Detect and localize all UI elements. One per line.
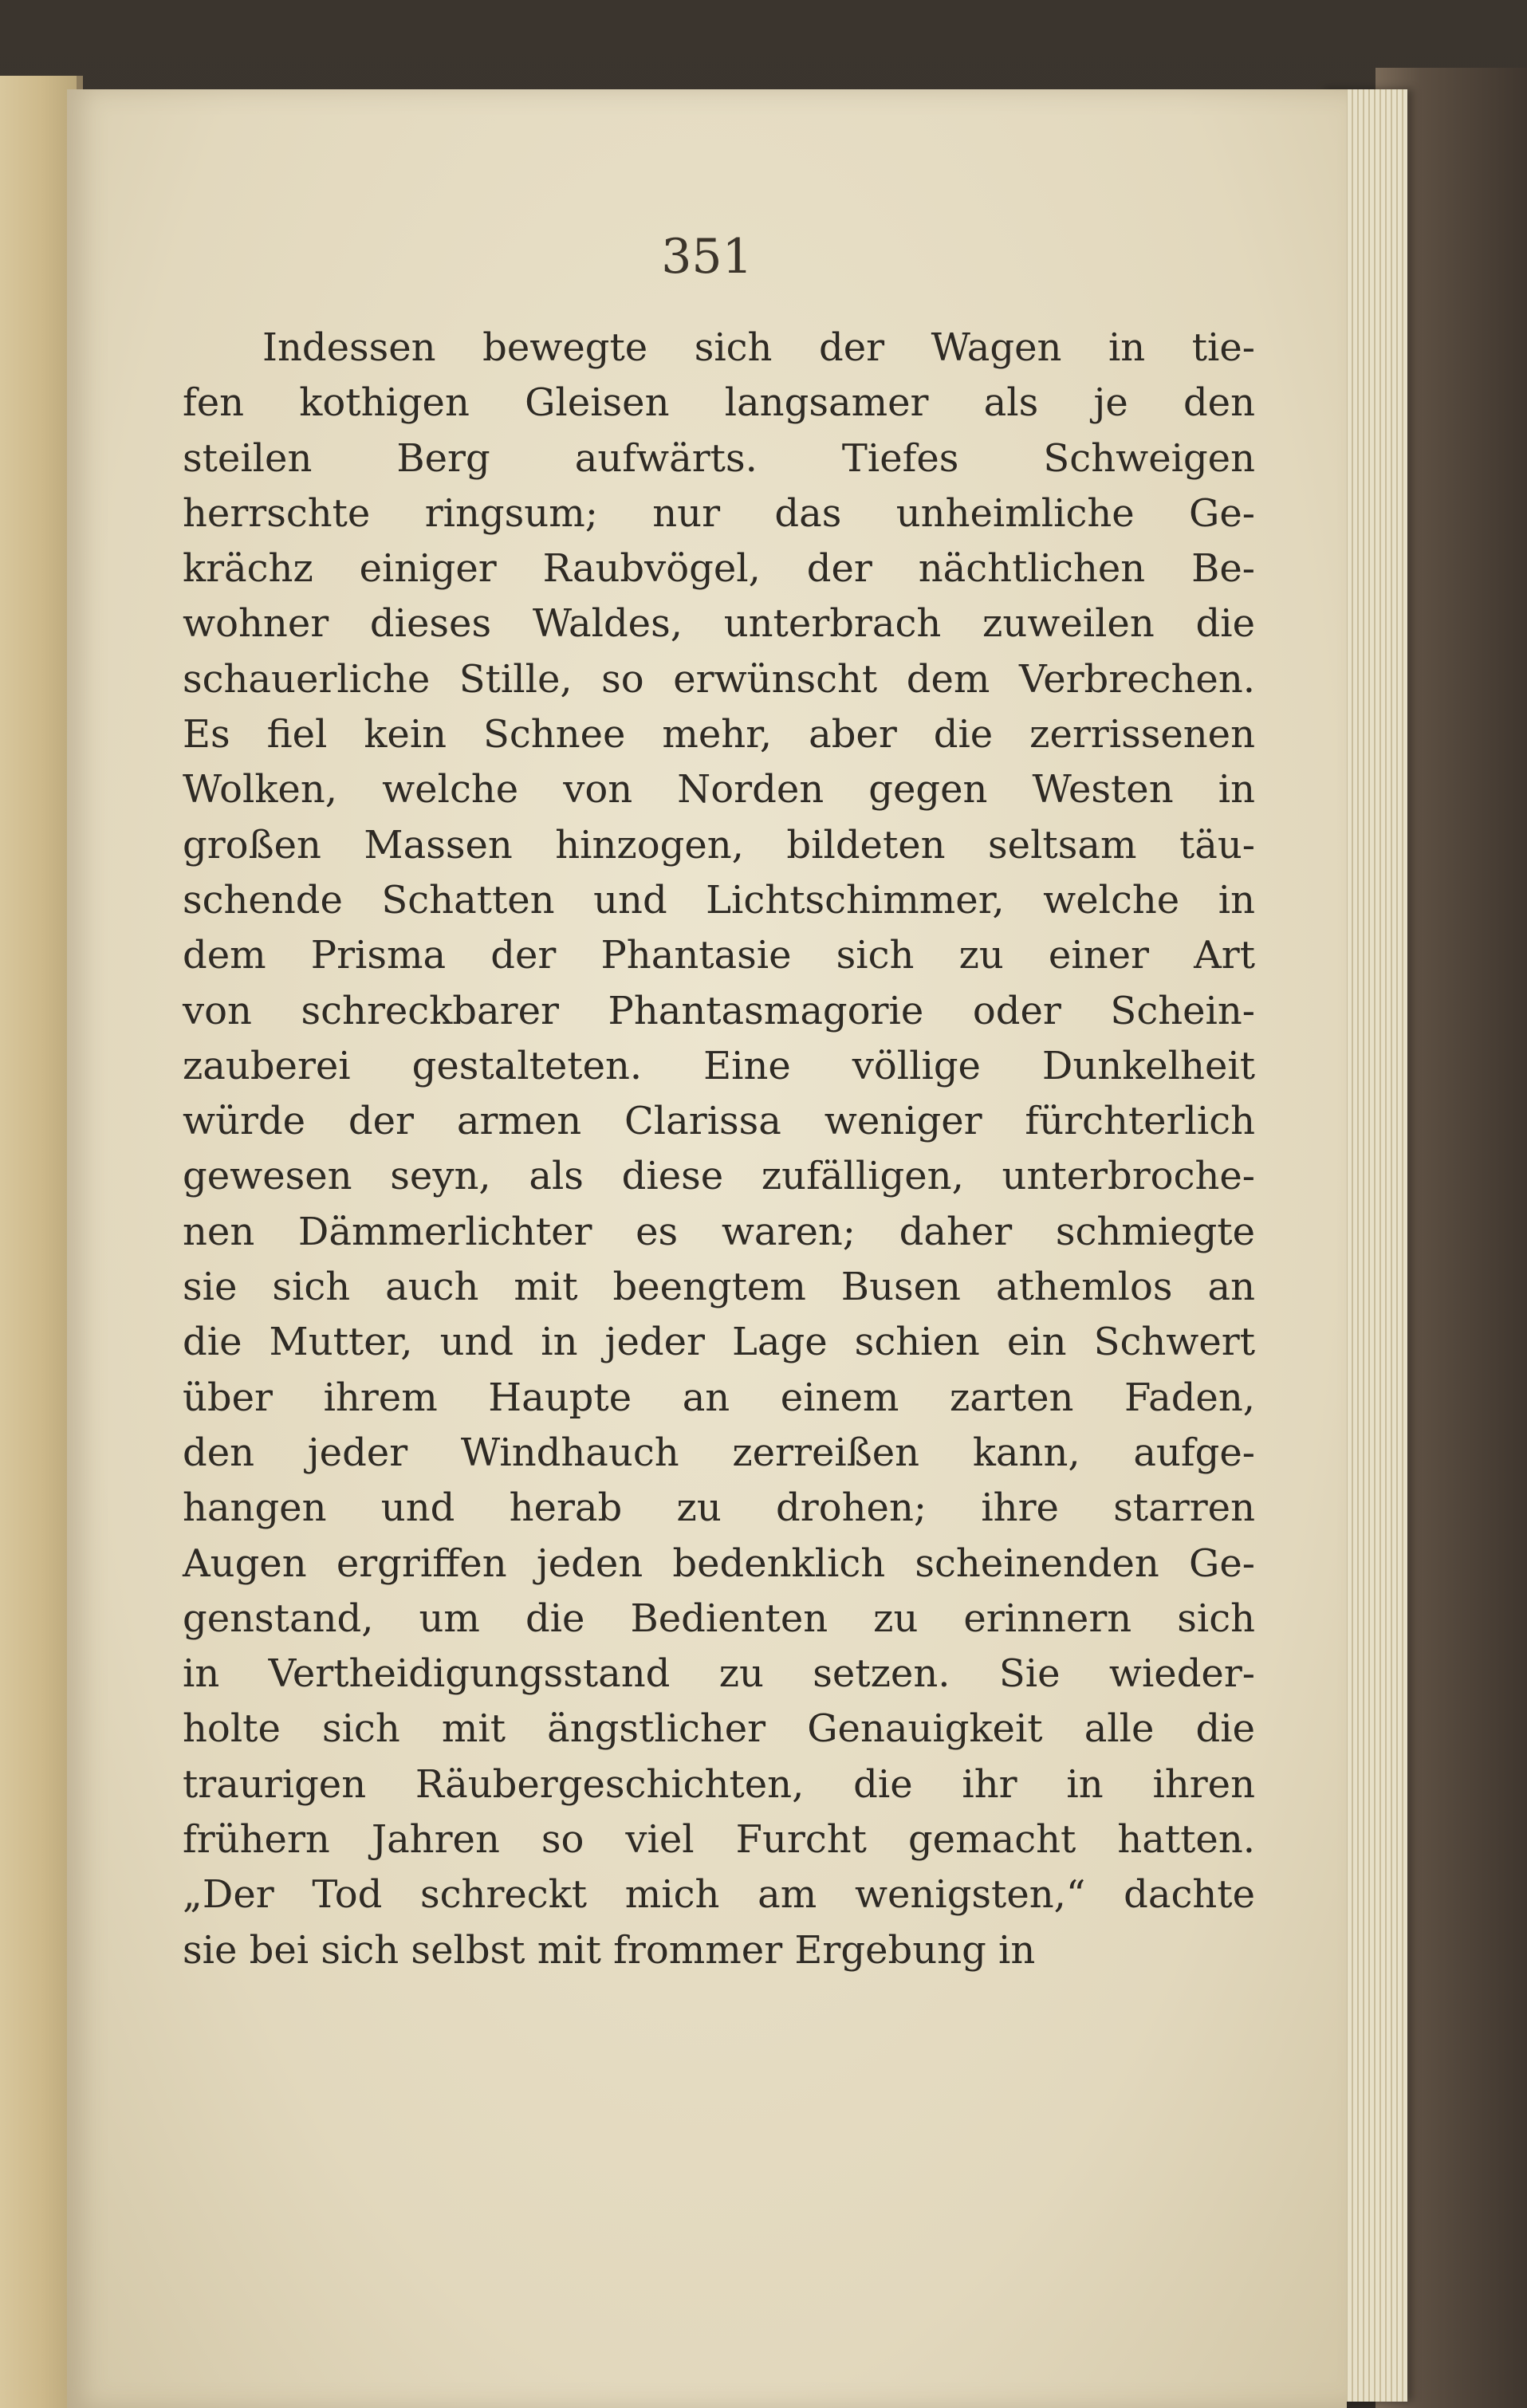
text-line: Augen ergriffen jeden bedenklich scheinenden Ge- [183, 1540, 1255, 1586]
text-line: den jeder Windhauch zerreißen kann, aufge- [183, 1430, 1255, 1475]
text-line: schende Schatten und Lichtschimmer, welche in [183, 877, 1255, 923]
page-number: 351 [661, 229, 753, 285]
text-line: von schreckbarer Phantasmagorie oder Schein- [183, 988, 1255, 1033]
text-line: würde der armen Clarissa weniger fürchterlich [183, 1099, 1255, 1144]
text-line: nen Dämmerlichter es waren; daher schmiegte [183, 1209, 1255, 1254]
text-line: die Mutter, und in jeder Lage schien ein Schwert [183, 1320, 1255, 1365]
text-line: über ihrem Haupte an einem zarten Faden, [183, 1375, 1255, 1420]
text-line: schauerliche Stille, so erwünscht dem Verbrechen. [183, 656, 1255, 702]
text-line: hangen und herab zu drohen; ihre starren [183, 1485, 1255, 1531]
text-line: holte sich mit ängstlicher Genauigkeit alle die [183, 1706, 1255, 1752]
text-line: herrschte ringsum; nur das unheimliche Ge- [183, 490, 1255, 536]
text-line: krächz einiger Raubvögel, der nächtlichen Be- [183, 546, 1255, 592]
text-line: großen Massen hinzogen, bildeten seltsam täu- [183, 822, 1255, 868]
text-line: dem Prisma der Phantasie sich zu einer Art [183, 933, 1255, 978]
text-line: sie sich auch mit beengtem Busen athemlos an [183, 1265, 1255, 1310]
text-line: Indessen bewegte sich der Wagen in tie- [262, 325, 1255, 370]
body-text [183, 321, 1255, 1978]
text-line: steilen Berg aufwärts. Tiefes Schweigen [183, 435, 1255, 481]
text-line: Wolken, welche von Norden gegen Westen in [183, 767, 1255, 813]
text-line: wohner dieses Waldes, unterbrach zuweilen die [183, 601, 1255, 647]
text-line: gewesen seyn, als diese zufälligen, unterbroche- [183, 1154, 1255, 1199]
text-line: sie bei sich selbst mit frommer Ergebung in [183, 1927, 1036, 1973]
text-line: frühern Jahren so viel Furcht gemacht hatten. [183, 1817, 1255, 1863]
text-line: „Der Tod schreckt mich am wenigsten,“ dachte [183, 1872, 1255, 1918]
text-line: traurigen Räubergeschichten, die ihr in ihren [183, 1761, 1255, 1807]
book-page [67, 89, 1347, 2408]
text-line: zauberei gestalteten. Eine völlige Dunkelheit [183, 1043, 1255, 1088]
text-line: Es fiel kein Schnee mehr, aber die zerrissenen [183, 712, 1255, 757]
text-line: in Vertheidigungsstand zu setzen. Sie wieder- [183, 1651, 1255, 1697]
text-line: fen kothigen Gleisen langsamer als je den [183, 380, 1255, 426]
text-line: genstand, um die Bedienten zu erinnern sich [183, 1595, 1255, 1641]
